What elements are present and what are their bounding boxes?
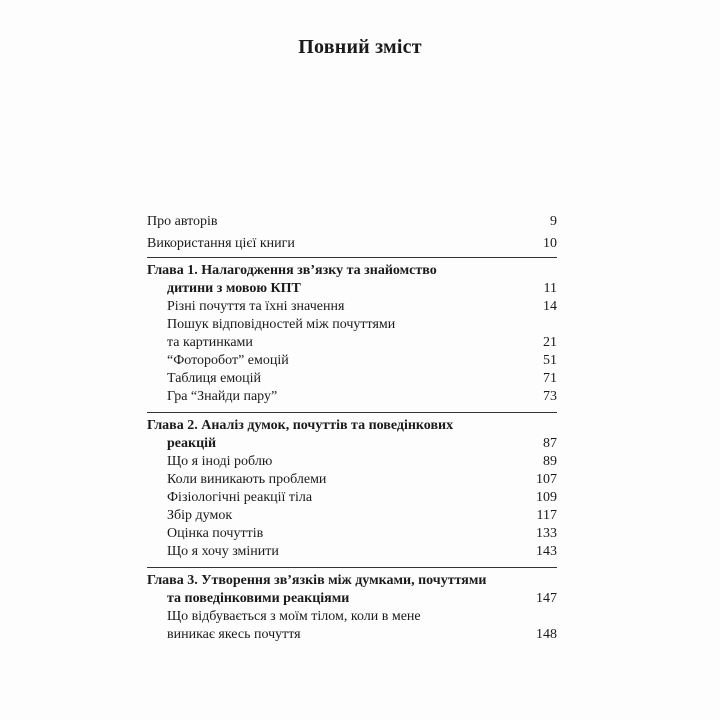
toc-sub-page: 21: [543, 335, 557, 350]
chapter-heading: [147, 257, 557, 298]
toc-sub-page: 109: [536, 490, 557, 505]
chapter-title-line-1: Глава 1. Налагодження зв’язку та знайомство: [147, 263, 437, 278]
chapter-title-line-2: дитини з мовою КПТ: [167, 281, 301, 296]
toc-sub-entry: [167, 507, 557, 525]
chapter-title-line-1: Глава 3. Утворення зв’язків між думками, почуттями: [147, 573, 487, 588]
toc-sub-page: 143: [536, 544, 557, 559]
toc-entry-page: 10: [543, 236, 557, 251]
toc-sub-page: 14: [543, 299, 557, 314]
toc-sub-page: 51: [543, 353, 557, 368]
toc-sub-label-line-2: виникає якесь почуття: [167, 627, 301, 642]
chapter-items: [147, 298, 557, 406]
toc-sub-entry: [167, 388, 557, 406]
chapter-3: [147, 567, 557, 644]
toc-sub-entry: [167, 370, 557, 388]
toc-sub-label-line-2: та картинками: [167, 335, 253, 350]
toc-sub-entry: [167, 525, 557, 543]
toc-sub-entry: [167, 489, 557, 507]
page-title: Повний зміст: [298, 36, 422, 58]
toc-sub-entry: [167, 471, 557, 489]
toc-sub-label: Збір думок: [167, 508, 233, 523]
toc-sub-label: Пошук відповідностей між почуттями: [167, 317, 396, 332]
toc-sub-label: Різні почуття та їхні значення: [167, 299, 345, 314]
toc-entry-label: Використання цієї книги: [147, 236, 295, 251]
toc-sub-label: Таблиця емоцій: [167, 371, 262, 386]
toc-sub-page: 133: [536, 526, 557, 541]
toc-sub-label: Гра “Знайди пару”: [167, 389, 278, 404]
toc-sub-label: “Фоторобот” емоцій: [167, 353, 289, 368]
toc-sub-page: 107: [536, 472, 557, 487]
toc-sub-entry: [167, 316, 557, 352]
chapter-page: 87: [543, 436, 557, 451]
toc-sub-label: Що я іноді роблю: [167, 454, 273, 469]
chapter-title-line-1: Глава 2. Аналіз думок, почуттів та поведінкових: [147, 418, 454, 433]
chapter-heading: [147, 412, 557, 453]
table-of-contents: [147, 213, 557, 644]
toc-sub-entry: [167, 453, 557, 471]
chapter-items: [147, 453, 557, 561]
chapter-2: [147, 412, 557, 561]
toc-sub-page: 71: [543, 371, 557, 386]
chapter-page: 147: [536, 591, 557, 606]
toc-sub-page: 89: [543, 454, 557, 469]
toc-sub-entry: [167, 352, 557, 370]
toc-sub-label: Що я хочу змінити: [167, 544, 279, 559]
toc-sub-entry: [167, 608, 557, 644]
toc-sub-page: 73: [543, 389, 557, 404]
toc-sub-entry: [167, 298, 557, 316]
chapter-title-line-2: реакцій: [167, 436, 217, 451]
toc-entry-label: Про авторів: [147, 214, 218, 229]
toc-sub-label: Оцінка почуттів: [167, 526, 264, 541]
toc-sub-label: Що відбувається з моїм тілом, коли в мене: [167, 609, 421, 624]
toc-sub-page: 148: [536, 627, 557, 642]
chapter-heading: [147, 567, 557, 608]
toc-sub-page: 117: [536, 508, 557, 523]
toc-entry-page: 9: [550, 214, 557, 229]
toc-sub-label: Коли виникають проблеми: [167, 472, 327, 487]
toc-sub-entry: [167, 543, 557, 561]
toc-entry-usage: [147, 235, 557, 253]
chapter-items: [147, 608, 557, 644]
toc-entry-authors: [147, 213, 557, 231]
chapter-page: 11: [543, 281, 557, 296]
chapter-title-line-2: та поведінковими реакціями: [167, 591, 350, 606]
chapter-1: [147, 257, 557, 406]
toc-sub-label: Фізіологічні реакції тіла: [167, 490, 313, 505]
